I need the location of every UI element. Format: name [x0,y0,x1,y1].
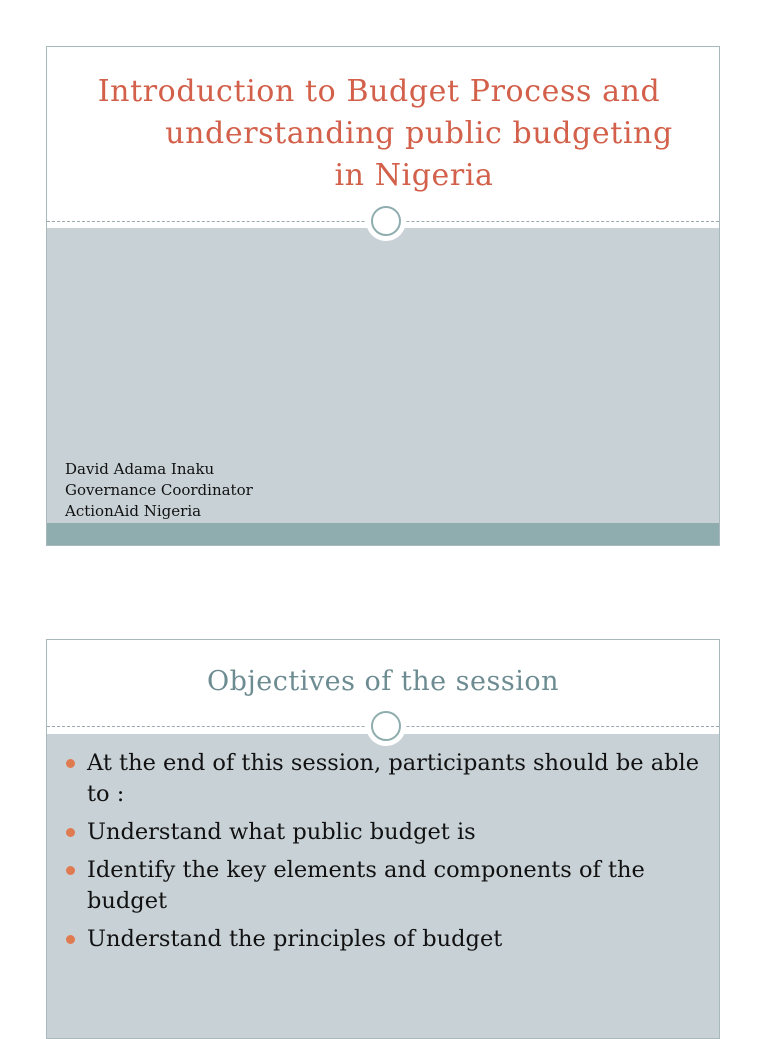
author-name: David Adama Inaku [65,460,215,478]
list-item [47,817,719,848]
ring-ornament-icon [366,201,406,241]
list-item-text: At the end of this session, participants should be able to : [87,750,700,807]
slide-1-title-line: understanding public budgeting [165,116,673,151]
bullet-dot-icon [66,935,75,944]
slide-2 [46,639,720,1039]
author-organization: ActionAid Nigeria [65,502,202,520]
list-item [47,855,719,917]
author-block [65,459,253,522]
list-item [47,924,719,955]
slide-1-title [47,71,719,197]
slide-1-footer-bar [47,523,719,546]
objectives-list [47,748,719,962]
bullet-dot-icon [66,759,75,768]
list-item-text: Identify the key elements and components of the budget [87,857,645,914]
ring-ornament-icon [366,706,406,746]
author-role: Governance Coordinator [65,481,253,499]
slide-1 [46,46,720,546]
list-item [47,748,719,810]
slide-2-title: Objectives of the session [206,666,559,697]
slide-1-title-line: Introduction to Budget Process and [97,74,661,109]
list-item-text: Understand the principles of budget [87,926,503,952]
slide-1-title-line: in Nigeria [334,158,494,193]
bullet-dot-icon [66,866,75,875]
slide-1-title-area [47,47,719,221]
bullet-dot-icon [66,828,75,837]
list-item-text: Understand what public budget is [87,819,476,845]
